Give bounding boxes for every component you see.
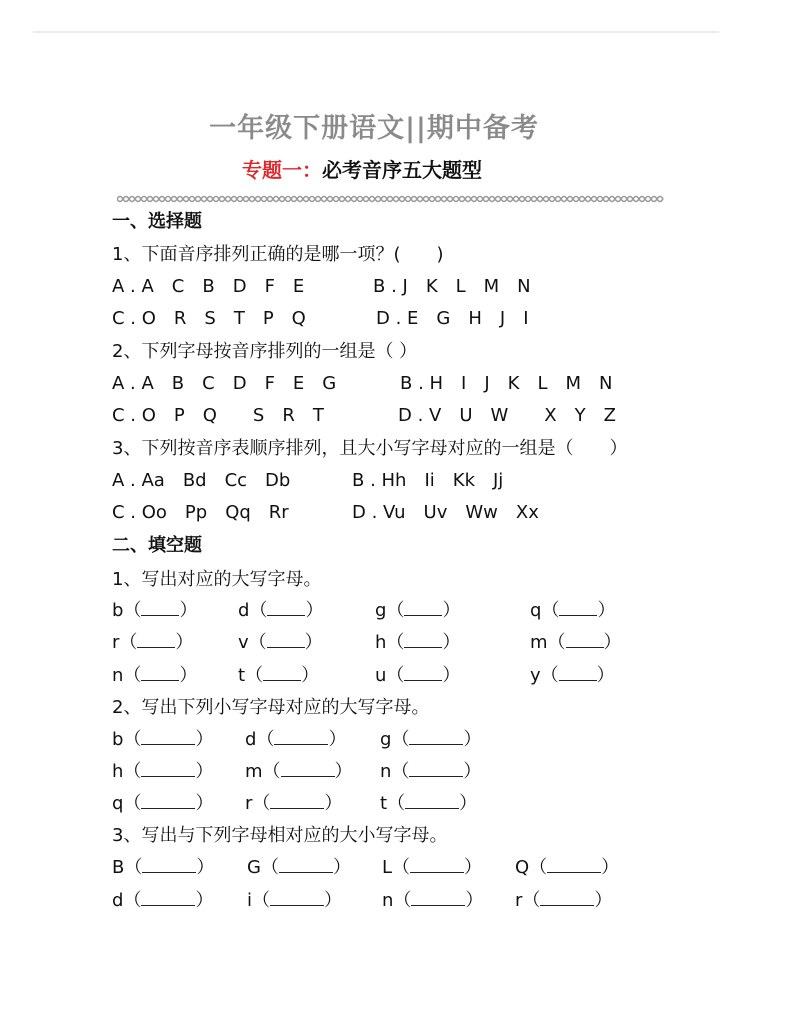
open-paren: （ (248, 632, 267, 653)
fill-item-letter: y (530, 665, 541, 686)
fill-item (382, 853, 482, 879)
fill-item (112, 661, 197, 687)
q2-option-d: D . V U W X Y Z (398, 405, 616, 426)
fill-item-letter: Q (515, 857, 530, 878)
close-paren: ） (601, 857, 620, 878)
answer-blank[interactable] (141, 729, 195, 745)
fill-item-letter: B (112, 857, 125, 878)
question-1-text: 1、下面音序排列正确的是哪一项？( ) (112, 244, 444, 265)
close-paren: ） (195, 793, 214, 814)
open-paren: （ (123, 600, 142, 621)
close-paren: ） (442, 665, 461, 686)
answer-blank[interactable] (540, 890, 594, 906)
fill-item-letter: h (375, 632, 387, 653)
q2-option-c: C . O P Q S R T (112, 405, 324, 426)
fill-item-letter: i (247, 890, 253, 911)
open-paren: （ (386, 600, 405, 621)
q3-option-c: C . Oo Pp Qq Rr (112, 502, 289, 523)
open-paren: （ (256, 729, 275, 750)
open-paren: （ (123, 665, 142, 686)
section-heading-choice: 一、选择题 (112, 211, 202, 232)
fill-item (382, 886, 483, 912)
open-paren: （ (252, 793, 271, 814)
fill-item (112, 596, 197, 622)
top-divider (33, 31, 719, 33)
q1-option-c: C . O R S T P Q (112, 308, 306, 329)
fill-item (380, 725, 481, 751)
answer-blank[interactable] (547, 857, 601, 873)
fill-item-letter: q (112, 793, 124, 814)
fill-item (515, 886, 612, 912)
close-paren: ） (195, 729, 214, 750)
fill-item-letter: g (375, 600, 387, 621)
close-paren: ） (304, 632, 323, 653)
close-paren: ） (465, 890, 484, 911)
fill-item-letter: t (380, 793, 388, 814)
fill-item (375, 596, 460, 622)
fill-item (247, 853, 351, 879)
fill-item-letter: d (238, 600, 250, 621)
open-paren: （ (540, 665, 559, 686)
answer-blank[interactable] (270, 793, 324, 809)
close-paren: ） (603, 632, 622, 653)
close-paren: ） (195, 761, 214, 782)
section-heading-fill-in: 二、填空题 (112, 535, 202, 556)
fill-item (530, 596, 615, 622)
subtitle-topic-label: 专题一： (242, 158, 322, 182)
decorative-wave-divider (117, 194, 665, 204)
q1-option-a: A . A C B D F E (112, 276, 305, 297)
open-paren: （ (249, 600, 268, 621)
answer-blank[interactable] (559, 600, 597, 616)
open-paren: （ (391, 729, 410, 750)
fill-item (238, 596, 323, 622)
fill-item (375, 661, 460, 687)
fill-item-letter: n (112, 665, 124, 686)
answer-blank[interactable] (404, 665, 442, 681)
fill-item (245, 789, 342, 815)
answer-blank[interactable] (405, 793, 459, 809)
close-paren: ） (463, 761, 482, 782)
fill-item-letter: t (238, 665, 246, 686)
open-paren: （ (119, 632, 138, 653)
close-paren: ） (196, 857, 215, 878)
fill-item (112, 853, 214, 879)
fill-item-letter: u (375, 665, 387, 686)
answer-blank[interactable] (566, 632, 604, 648)
close-paren: ） (463, 729, 482, 750)
fill-item-letter: n (382, 890, 394, 911)
close-paren: ） (179, 600, 198, 621)
answer-blank[interactable] (409, 761, 463, 777)
q3-option-d: D . Vu Uv Ww Xx (352, 502, 539, 523)
fill-item-letter: b (112, 600, 124, 621)
q1-option-d: D . E G H J I (376, 308, 529, 329)
answer-blank[interactable] (267, 600, 305, 616)
answer-blank[interactable] (410, 857, 464, 873)
fill-item-letter: m (530, 632, 548, 653)
page-title: 一年级下册语文||期中备考 (209, 113, 539, 144)
close-paren: ） (464, 857, 483, 878)
fill-item (375, 628, 460, 654)
open-paren: （ (541, 600, 560, 621)
question-2-text: 2、下列字母按音序排列的一组是（ ） (112, 341, 418, 362)
open-paren: （ (260, 857, 279, 878)
open-paren: （ (387, 793, 406, 814)
answer-blank[interactable] (274, 729, 328, 745)
close-paren: ） (596, 665, 615, 686)
close-paren: ） (179, 665, 198, 686)
fill-item-letter: h (112, 761, 124, 782)
fill-item (245, 725, 346, 751)
fill-item (112, 628, 193, 654)
open-paren: （ (245, 665, 264, 686)
fill-item-letter: r (112, 632, 120, 653)
open-paren: （ (393, 890, 412, 911)
fill-item-letter: r (515, 890, 523, 911)
fill-question-3-text: 3、写出与下列字母相对应的大小写字母。 (112, 825, 448, 846)
fill-item (112, 789, 213, 815)
close-paren: ） (442, 600, 461, 621)
q3-option-b: B . Hh Ii Kk Jj (352, 470, 504, 491)
fill-question-2-text: 2、写出下列小写字母对应的大写字母。 (112, 697, 430, 718)
close-paren: ） (594, 890, 613, 911)
answer-blank[interactable] (559, 665, 597, 681)
answer-blank[interactable] (137, 632, 175, 648)
close-paren: ） (301, 665, 320, 686)
open-paren: （ (392, 857, 411, 878)
subtitle-topic-name: 必考音序五大题型 (322, 158, 482, 182)
fill-item (238, 661, 319, 687)
fill-item (112, 886, 213, 912)
fill-item-letter: v (238, 632, 249, 653)
fill-item-letter: d (245, 729, 257, 750)
fill-item-letter: r (245, 793, 253, 814)
open-paren: （ (386, 665, 405, 686)
close-paren: ） (334, 761, 353, 782)
fill-item (112, 757, 213, 783)
close-paren: ） (324, 890, 343, 911)
answer-blank[interactable] (141, 665, 179, 681)
open-paren: （ (529, 857, 548, 878)
page-subtitle (0, 154, 724, 183)
open-paren: （ (522, 890, 541, 911)
close-paren: ） (442, 632, 461, 653)
fill-item-letter: g (380, 729, 392, 750)
answer-blank[interactable] (141, 600, 179, 616)
fill-item (380, 757, 481, 783)
answer-blank[interactable] (279, 857, 333, 873)
open-paren: （ (123, 729, 142, 750)
answer-blank[interactable] (404, 600, 442, 616)
fill-item (247, 886, 342, 912)
close-paren: ） (459, 793, 478, 814)
fill-question-1-text: 1、写出对应的大写字母。 (112, 569, 322, 590)
answer-blank[interactable] (141, 890, 195, 906)
fill-item (112, 725, 213, 751)
answer-blank[interactable] (411, 890, 465, 906)
open-paren: （ (123, 890, 142, 911)
fill-item (530, 661, 615, 687)
open-paren: （ (124, 857, 143, 878)
answer-blank[interactable] (270, 890, 324, 906)
fill-item-letter: G (247, 857, 261, 878)
open-paren: （ (262, 761, 281, 782)
answer-blank[interactable] (142, 857, 196, 873)
fill-item-letter: m (245, 761, 263, 782)
open-paren: （ (123, 761, 142, 782)
close-paren: ） (332, 857, 351, 878)
answer-blank[interactable] (267, 632, 305, 648)
q2-option-a: A . A B C D F E G (112, 373, 337, 394)
fill-item-letter: b (112, 729, 124, 750)
open-paren: （ (252, 890, 271, 911)
q1-option-b: B . J K L M N (373, 276, 531, 297)
answer-blank[interactable] (263, 665, 301, 681)
close-paren: ） (305, 600, 324, 621)
open-paren: （ (123, 793, 142, 814)
answer-blank[interactable] (141, 761, 195, 777)
fill-item-letter: n (380, 761, 392, 782)
fill-item (380, 789, 477, 815)
open-paren: （ (391, 761, 410, 782)
close-paren: ） (175, 632, 194, 653)
fill-item (245, 757, 353, 783)
fill-item (515, 853, 619, 879)
fill-item (238, 628, 323, 654)
close-paren: ） (195, 890, 214, 911)
question-3-text: 3、下列按音序表顺序排列，且大小写字母对应的一组是（ ） (112, 438, 628, 459)
answer-blank[interactable] (281, 761, 335, 777)
open-paren: （ (547, 632, 566, 653)
fill-item (530, 628, 622, 654)
answer-blank[interactable] (409, 729, 463, 745)
q3-option-a: A . Aa Bd Cc Db (112, 470, 291, 491)
answer-blank[interactable] (141, 793, 195, 809)
answer-blank[interactable] (404, 632, 442, 648)
q2-option-b: B . H I J K L M N (400, 373, 613, 394)
fill-item-letter: L (382, 857, 393, 878)
close-paren: ） (324, 793, 343, 814)
fill-item-letter: q (530, 600, 542, 621)
close-paren: ） (597, 600, 616, 621)
close-paren: ） (328, 729, 347, 750)
fill-item-letter: d (112, 890, 124, 911)
open-paren: （ (386, 632, 405, 653)
